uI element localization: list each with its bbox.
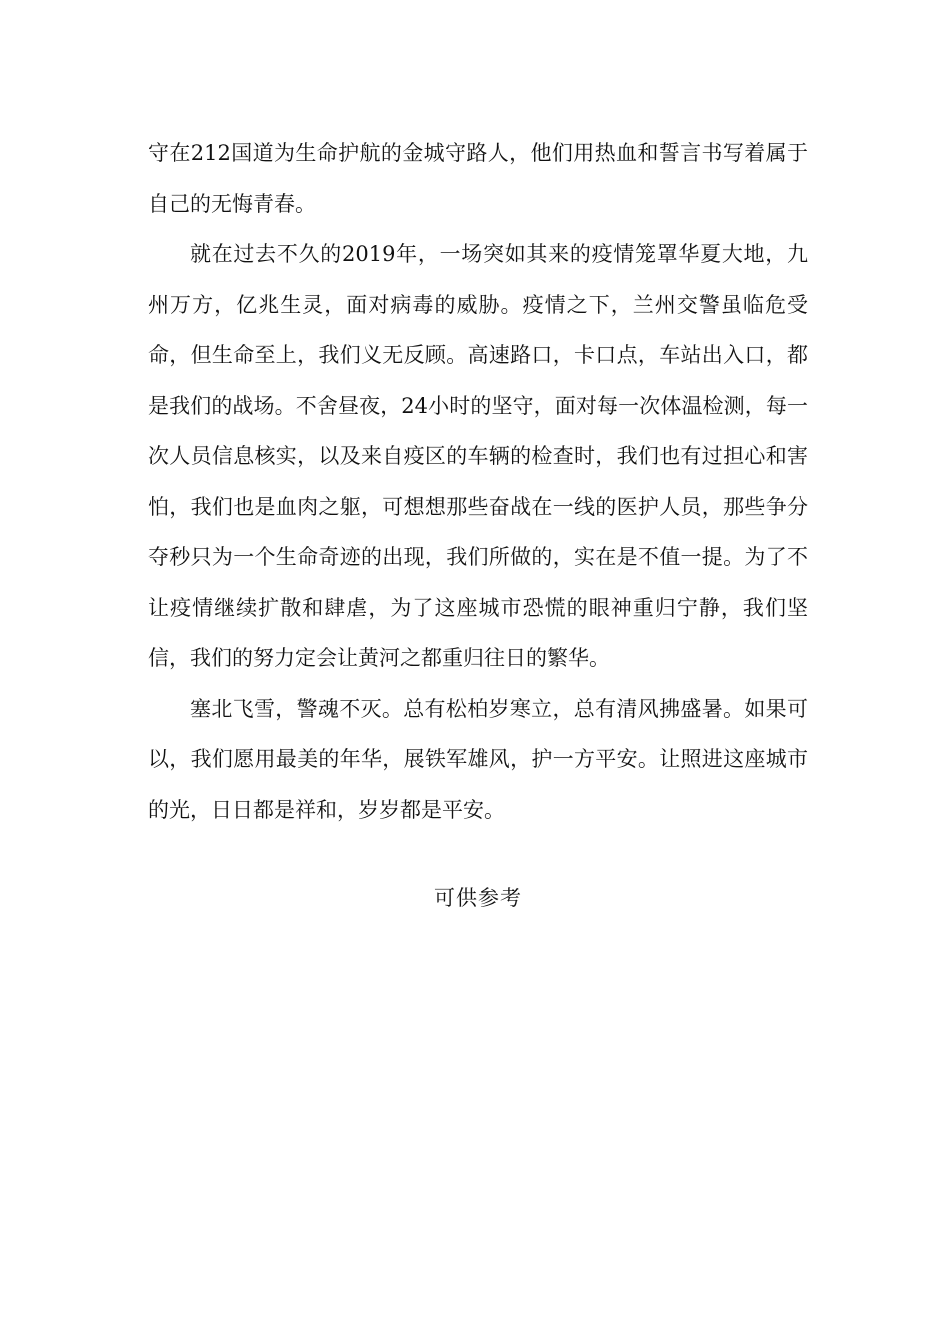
paragraph-conclusion: 塞北飞雪，警魂不灭。总有松柏岁寒立，总有清风拂盛暑。如果可以，我们愿用最美的年华，展铁军雄风，护一方平安。让照进这座城市的光，日日都是祥和，岁岁都是平安。	[148, 696, 808, 822]
paragraph-epidemic: 就在过去不久的2019年，一场突如其来的疫情笼罩华夏大地，九州万方，亿兆生灵，面对病毒的威胁。疫情之下，兰州交警虽临危受命，但生命至上，我们义无反顾。高速路口，卡口点，车站出入口，都是我们的战场。不舍昼夜，24小时的坚守，面对每一次体温检测，每一次人员信息核实，以及来自疫区的车辆的检查时，我们也有过担心和害怕，我们也是血肉之躯，可想想那些奋战在一线的医护人员，那些争分夺秒只为一个生命奇迹的出现，我们所做的，实在是不值一提。为了不让疫情继续扩散和肆虐，为了这座城市恐慌的眼神重归宁静，我们坚信，我们的努力定会让黄河之都重归往日的繁华。	[148, 242, 808, 670]
document-body	[148, 128, 808, 835]
closing-note: 可供参考	[434, 886, 522, 910]
paragraph-continuation: 守在212国道为生命护航的金城守路人，他们用热血和誓言书写着属于自己的无悔青春。	[148, 141, 808, 216]
